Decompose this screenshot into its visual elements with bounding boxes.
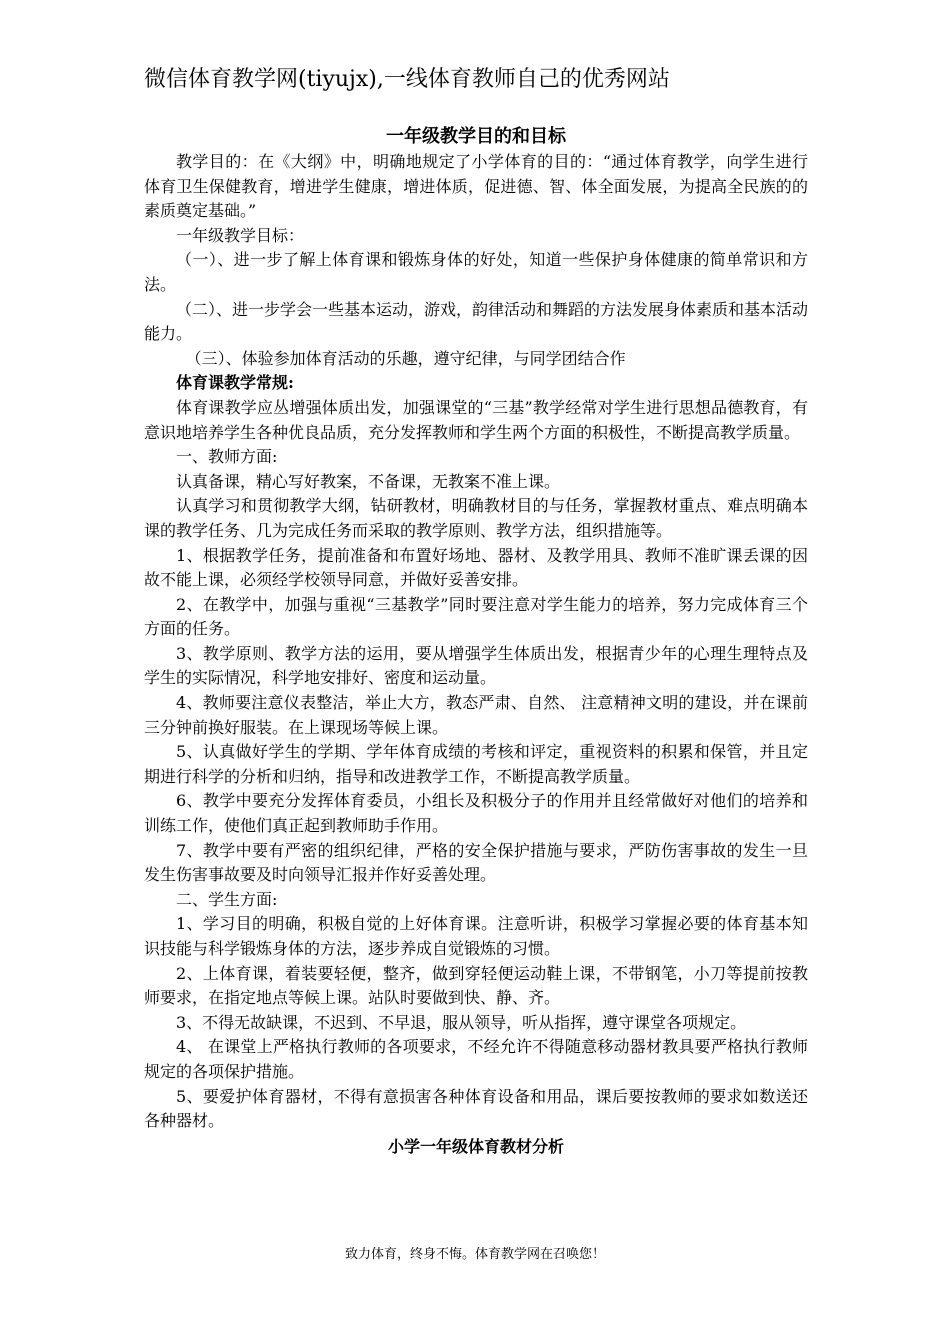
paragraph: 二、学生方面: bbox=[176, 889, 278, 909]
section-heading: 体育课教学常规: bbox=[176, 373, 294, 393]
section-title: 小学一年级体育教材分析 bbox=[387, 1136, 564, 1156]
paragraph: 5、要爱护体育器材，不得有意损害各种体育设备和用品，课后要按教师的要求如数送还各种器材。 bbox=[144, 1086, 808, 1131]
paragraph: 1、根据教学任务，提前准备和布置好场地、器材、及教学用具、教师不准旷课丢课的因故不能上课，必须经学校领导同意，并做好妥善安排。 bbox=[144, 545, 808, 590]
document-body bbox=[144, 124, 808, 1160]
paragraph: 1、学习目的明确，积极自觉的上好体育课。注意听讲，积极学习掌握必要的体育基本知识技能与科学锻炼身体的方法，逐步养成自觉锻炼的习惯。 bbox=[144, 914, 808, 958]
document-title: 一年级教学目的和目标 bbox=[386, 126, 566, 147]
paragraph: 7、教学中要有严密的组织纪律，严格的安全保护措施与要求，严防伤害事故的发生一旦发生伤害事故要及时向领导汇报并作好妥善处理。 bbox=[144, 840, 808, 885]
paragraph: 6、教学中要充分发挥体育委员，小组长及积极分子的作用并且经常做好对他们的培养和训练工作，使他们真正起到教师助手作用。 bbox=[144, 791, 808, 836]
paragraph: （三）、体验参加体育活动的乐趣，遵守纪律，与同学团结合作 bbox=[185, 348, 626, 368]
paragraph: 4、教师要注意仪表整洁，举止大方，教态严肃、自然、 注意精神文明的建设，并在课前三分钟前换好服装。在上课现场等候上课。 bbox=[144, 693, 808, 737]
paragraph: （一）、进一步了解上体育课和锻炼身体的好处，知道一些保护身体健康的简单常识和方法。 bbox=[144, 250, 808, 294]
paragraph: 3、教学原则、教学方法的运用，要从增强学生体质出发，根据青少年的心理生理特点及学生的实际情况，科学地安排好、密度和运动量。 bbox=[144, 643, 808, 688]
paragraph: 认真备课，精心写好教案，不备课，无教案不准上课。 bbox=[176, 471, 561, 491]
paragraph: 教学目的：在《大纲》中，明确地规定了小学体育的目的：“通过体育教学，向学生进行体育卫生保健教育，增进学生健康，增进体质，促进德、智、体全面发展，为提高全民族的的素质奠定基础。” bbox=[144, 152, 808, 221]
paragraph: 4、 在课堂上严格执行教师的各项要求，不经允许不得随意移动器材教具要严格执行教师规定的各项保护措施。 bbox=[144, 1037, 808, 1081]
page-header: 微信体育教学网(tiyujx),一线体育教师自己的优秀网站 bbox=[144, 67, 670, 92]
paragraph: 3、不得无故缺课，不迟到、不早退，服从领导，听从指挥，遵守课堂各项规定。 bbox=[176, 1012, 747, 1032]
paragraph: （二）、进一步学会一些基本运动，游戏，韵律活动和舞蹈的方法发展身体素质和基本活动能力。 bbox=[144, 299, 809, 344]
paragraph: 认真学习和贯彻教学大纲，钻研教材，明确教材目的与任务，掌握教材重点、难点明确本课的教学任务、几为完成任务而采取的教学原则、教学方法，组织措施等。 bbox=[144, 496, 808, 540]
paragraph: 体育课教学应丛增强体质出发，加强课堂的“三基”教学经常对学生进行思想品德教育，有意识地培养学生各种优良品质，充分发挥教师和学生两个方面的积极性，不断提高教学质量。 bbox=[144, 397, 808, 442]
paragraph: 2、上体育课，着装要轻便，整齐，做到穿轻便运动鞋上课，不带钢笔，小刀等提前按教师要求，在指定地点等候上课。站队时要做到快、静、齐。 bbox=[144, 963, 808, 1008]
paragraph: 2、在教学中，加强与重视“三基教学”同时要注意对学生能力的培养，努力完成体育三个方面的任务。 bbox=[144, 594, 808, 639]
page-footer: 致力体育，终身不悔。体育教学网在召唤您！ bbox=[344, 1247, 605, 1262]
paragraph: 一年级教学目标： bbox=[176, 225, 305, 245]
paragraph: 5、认真做好学生的学期、学年体育成绩的考核和评定，重视资料的积累和保管，并且定期进行科学的分析和归纳，指导和改进教学工作，不断提高教学质量。 bbox=[144, 742, 808, 786]
paragraph: 一、教师方面: bbox=[176, 447, 278, 467]
